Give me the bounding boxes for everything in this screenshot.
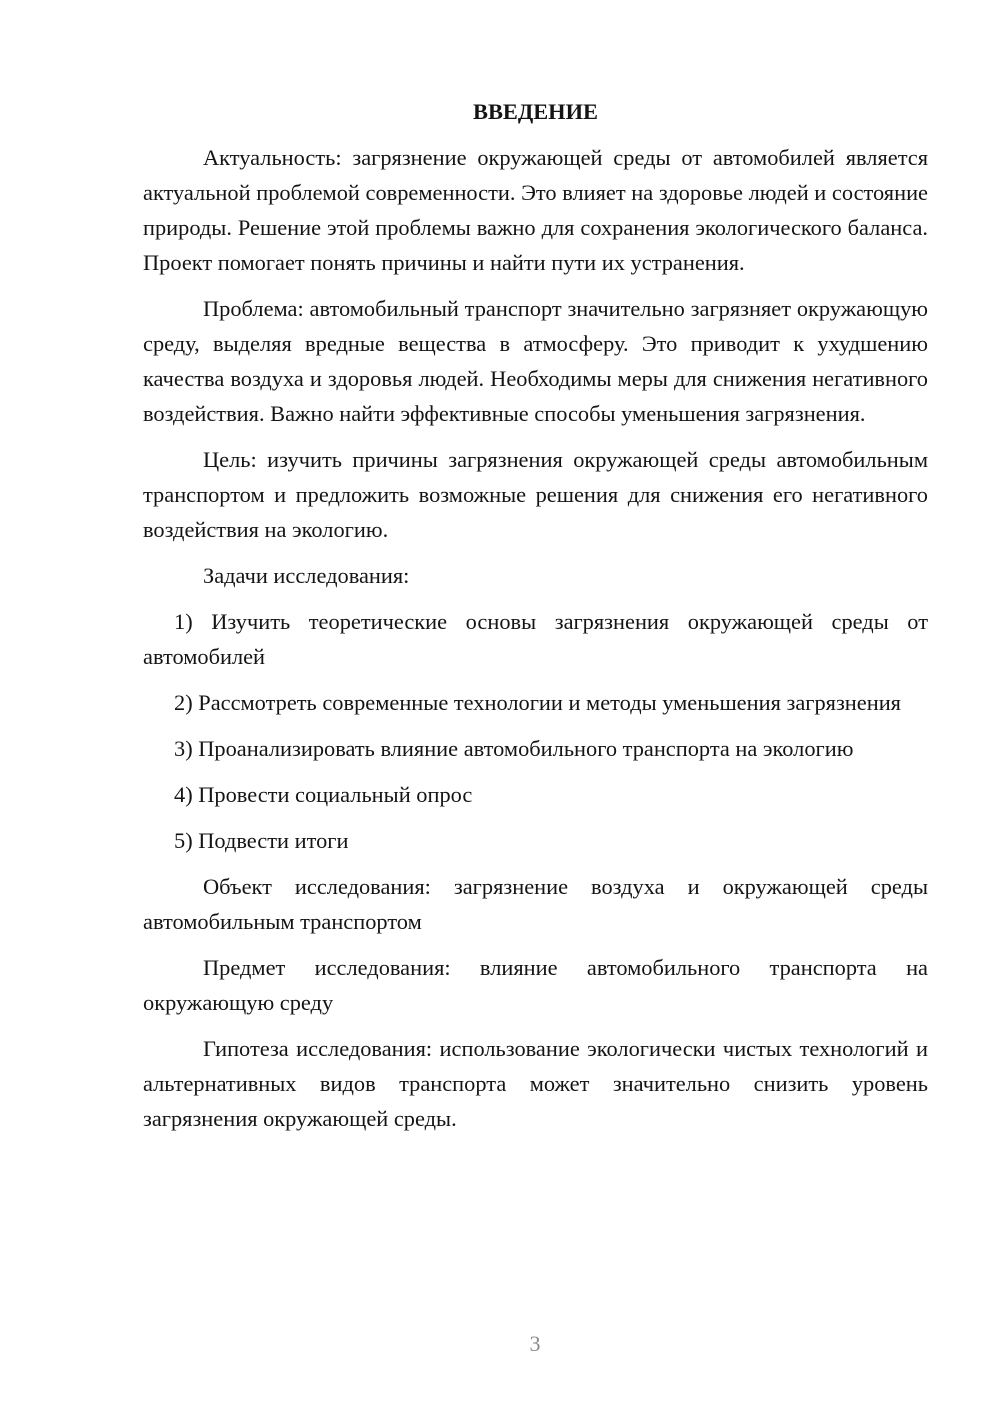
task-item-1: 1) Изучить теоретические основы загрязнения окружающей среды от автомобилей	[143, 609, 928, 669]
task-item-5: 5) Подвести итоги	[174, 828, 349, 853]
page-number: 3	[529, 1331, 541, 1356]
task-item-3: 3) Проанализировать влияние автомобильного транспорта на экологию	[174, 736, 854, 761]
task-item-2: 2) Рассмотреть современные технологии и методы уменьшения загрязнения	[174, 690, 901, 715]
tasks-title: Задачи исследования:	[203, 563, 410, 588]
goal-paragraph: Цель: изучить причины загрязнения окружающей среды автомобильным транспортом и предложить возможные решения для снижения его негативного воздействия на экологию.	[143, 447, 928, 542]
relevance-paragraph: Актуальность: загрязнение окружающей среды от автомобилей является актуальной проблемой современности. Это влияет на здоровье людей и состояние природы. Решение этой проблемы важно для сохранения экологического баланса. Проект помогает понять причины и найти пути их устранения.	[143, 145, 928, 275]
object-paragraph: Объект исследования: загрязнение воздуха и окружающей среды автомобильным транспортом	[143, 874, 928, 934]
section-heading: ВВЕДЕНИЕ	[473, 99, 598, 124]
task-item-4: 4) Провести социальный опрос	[174, 782, 473, 807]
subject-paragraph: Предмет исследования: влияние автомобильного транспорта на окружающую среду	[143, 955, 928, 1015]
page-content	[143, 94, 928, 1147]
problem-paragraph: Проблема: автомобильный транспорт значительно загрязняет окружающую среду, выделяя вредные вещества в атмосферу. Это приводит к ухудшению качества воздуха и здоровья людей. Необходимы меры для снижения негативного воздействия. Важно найти эффективные способы уменьшения загрязнения.	[143, 296, 928, 426]
hypothesis-paragraph: Гипотеза исследования: использование экологически чистых технологий и альтернативных видов транспорта может значительно снизить уровень загрязнения окружающей среды.	[143, 1036, 928, 1131]
